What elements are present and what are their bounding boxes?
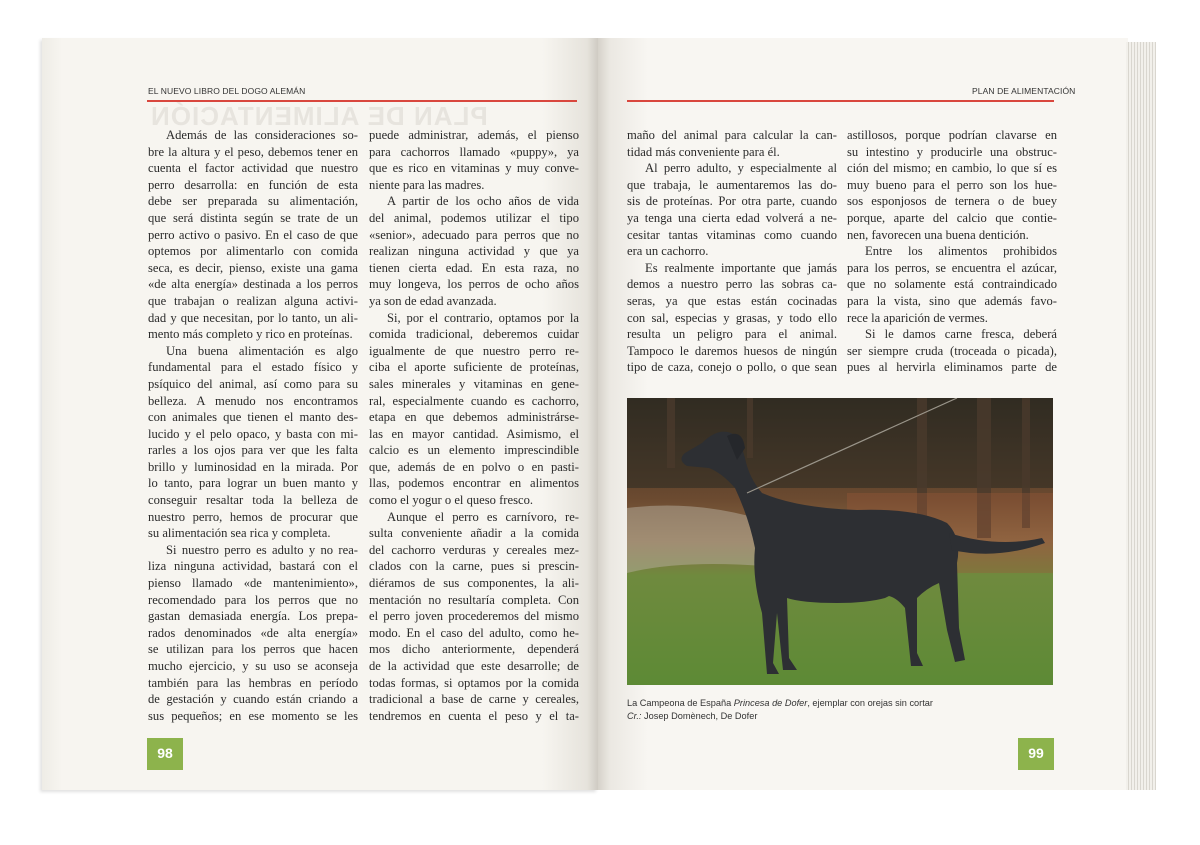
- text-line: Es realmente importante que jamás: [645, 260, 837, 275]
- text-line: niente para las madres.: [369, 177, 485, 192]
- text-line: perro activo o pasivo. En el caso de que: [148, 227, 358, 242]
- text-column: [847, 127, 1057, 376]
- text-line: maño del animal para calcular la can-: [627, 128, 837, 142]
- show-through-text: PLAN DE ALIMENTACIÓN: [150, 101, 488, 131]
- text-line: nen, favorecen una buena dentición.: [847, 227, 1029, 242]
- text-line: lo tanto, para lograr un buen manto y: [148, 476, 358, 491]
- text-column: [369, 127, 579, 724]
- text-line: mucho ejercicio, y su uso se aconseja: [148, 659, 358, 673]
- text-line: ción del mismo; en cambio, lo que sí es: [847, 161, 1057, 176]
- text-line: sos esponjosos de ternera o de buey: [847, 194, 1057, 209]
- text-line: que, además de en polvo o en pasti-: [369, 459, 579, 474]
- text-line: rados denominados «de alta energía»: [148, 625, 358, 640]
- text-line: lucido y el pelo opaco, y basta con mi-: [148, 426, 358, 441]
- text-line: Aunque el perro es carnívoro, re-: [387, 509, 579, 524]
- text-line: se utilizan para los perros que hacen: [148, 642, 358, 657]
- text-line: demos a nuestro perro las sobras ca-: [627, 277, 837, 292]
- text-line: pues al hervirla eliminamos parte de: [847, 360, 1057, 375]
- text-line: tidad más conveniente para él.: [627, 144, 780, 159]
- text-line: que no solamente está contraindicado: [847, 277, 1057, 292]
- text-line: dad y que necesitan, por lo tanto, un ali-: [148, 310, 358, 325]
- text-line: diéramos de sus componentes, la ali-: [369, 576, 579, 591]
- text-line: las en mayor cantidad. Asimismo, el: [369, 426, 579, 441]
- text-line: gastan demasiada energía. Los prepa-: [148, 609, 358, 624]
- text-line: con sal, especias y grasas, y todo ello: [627, 310, 837, 325]
- text-line: debe ser preparada su alimentación,: [148, 194, 358, 209]
- text-line: ya tenga una cierta edad volverá a ne-: [627, 210, 837, 225]
- header-rule-right: [627, 100, 1054, 102]
- text-line: astillosos, porque podrían clavarse en: [847, 128, 1057, 142]
- caption-credit: [627, 710, 933, 723]
- text-line: sulta conveniente añadir a la comida: [369, 526, 579, 541]
- text-line: Tampoco le daremos huesos de ningún: [627, 343, 837, 358]
- text-line: para la vista, sino que además favo-: [847, 293, 1057, 308]
- credit-label: Cr.:: [627, 710, 642, 721]
- text-line: perro desarrolla: en función de esta: [148, 177, 358, 192]
- text-line: «senior», adecuado para perros que no: [369, 227, 579, 242]
- text-line: Además de las consideraciones so-: [166, 128, 358, 142]
- text-line: tendremos en cuenta el peso y el ta-: [369, 708, 579, 723]
- caption-prefix: La Campeona de España: [627, 698, 734, 708]
- credit-name: Josep Domènech, De Dofer: [641, 710, 758, 721]
- text-line: clados con la carne, pues si prescin-: [369, 559, 579, 574]
- text-line: muy bueno para el perro son los hue-: [847, 177, 1057, 192]
- text-line: todas formas, si optamos por la comida: [369, 675, 579, 690]
- running-head-right: PLAN DE ALIMENTACIÓN: [972, 86, 1076, 96]
- text-line: del cachorro verduras y cereales mez-: [369, 542, 579, 557]
- text-line: cesitar tantas vitaminas como cuando: [627, 227, 837, 242]
- caption-dog-name: Princesa de Dofer: [733, 698, 808, 708]
- text-line: brillo y luminosidad en la mirada. Por: [148, 459, 358, 474]
- text-line: que trabaja, le aumentaremos las do-: [627, 177, 837, 192]
- caption-suffix: , ejemplar con orejas sin cortar: [807, 698, 933, 708]
- text-line: comida tradicional, deberemos cuidar: [369, 327, 579, 342]
- text-line: Al perro adulto, y especialmente al: [645, 161, 837, 176]
- great-dane-photo: [627, 398, 1053, 685]
- text-line: Si nuestro perro es adulto y no rea-: [166, 542, 358, 557]
- text-line: sales minerales y vitaminas en gene-: [369, 376, 579, 391]
- text-line: bre la altura y el peso, debemos tener en: [148, 144, 358, 159]
- text-line: cuenta el factor actividad que nuestro: [148, 161, 358, 176]
- text-line: Una buena alimentación es algo: [166, 343, 358, 358]
- text-line: sus pequeños; en ese momento se les: [148, 708, 358, 723]
- text-line: para los perros, se encuentra el azúcar,: [847, 260, 1057, 275]
- text-line: fundamental para el estado físico y: [148, 360, 358, 375]
- photo-caption: [627, 697, 933, 722]
- text-line: ciba el aporte suficiente de proteínas,: [369, 360, 579, 375]
- text-line: recomendado para los perros que no: [148, 592, 358, 607]
- text-line: liza ninguna actividad, bastará con el: [148, 559, 358, 574]
- text-line: «de alta energía» destinada a los perros: [148, 277, 358, 292]
- text-line: tienen cierta edad. En esta raza, no: [369, 260, 579, 275]
- text-line: con animales que tienen el manto des-: [148, 410, 358, 425]
- text-line: Si, por el contrario, optamos por la: [387, 310, 579, 325]
- text-line: belleza. A menudo nos encontramos: [148, 393, 358, 408]
- text-line: de gestación y cuando están criando a: [148, 692, 358, 707]
- text-line: tipo de caza, conejo o pollo, o que sean: [627, 360, 837, 375]
- text-line: que es rico en vitaminas y muy conve-: [369, 161, 579, 176]
- text-line: su intestino y producirle una obstruc-: [847, 144, 1057, 159]
- page-edges: [1126, 42, 1156, 790]
- text-line: llas, podemos encontrar en alimentos: [369, 476, 579, 491]
- text-line: ral, especialmente cuando es cachorro,: [369, 393, 579, 408]
- text-line: mento más completo y rico en proteínas.: [148, 327, 353, 342]
- text-line: era un cachorro.: [627, 244, 709, 259]
- page-number-left: 98: [147, 738, 183, 770]
- text-line: que trabajan o realizan alguna activi-: [148, 293, 358, 308]
- text-line: psíquico del animal, así como para su: [148, 376, 358, 391]
- text-line: resulta un peligro para el animal.: [627, 327, 837, 342]
- text-line: sis de proteínas. Por otra parte, cuando: [627, 194, 837, 209]
- text-line: el perro joven procederemos del mismo: [369, 609, 579, 624]
- text-line: de la actividad que este desarrolle; de: [369, 659, 579, 673]
- text-line: pienso llamado «de mantenimiento»,: [148, 576, 358, 591]
- text-line: rarles a los ojos para ver que les falta: [148, 443, 358, 458]
- text-line: también para las hembras en período: [148, 675, 358, 690]
- text-line: optemos por alimentarlo con comida: [148, 244, 358, 259]
- text-line: A partir de los ocho años de vida: [387, 194, 579, 209]
- text-line: igualmente de que nuestro perro re-: [369, 343, 579, 358]
- text-line: modo. En el caso del adulto, como he-: [369, 625, 579, 640]
- text-line: conseguir resaltar toda la belleza de: [148, 493, 358, 508]
- text-line: tradicional a base de carne y cereales,: [369, 692, 579, 707]
- text-line: porque, aparte del calcio que contie-: [847, 210, 1057, 225]
- text-line: ya son de edad avanzada.: [369, 293, 497, 308]
- text-line: puede administrar, además, el pienso: [369, 128, 579, 142]
- text-line: como el yogur o el queso fresco.: [369, 493, 534, 508]
- caption-line: [627, 697, 933, 710]
- text-line: para cachorros llamado «puppy», ya: [369, 144, 579, 159]
- text-column: [148, 127, 358, 724]
- text-line: ser siempre cruda (troceada o picada),: [847, 343, 1057, 358]
- text-line: del animal, podemos utilizar el tipo: [369, 210, 579, 225]
- text-line: Si le damos carne fresca, deberá: [865, 327, 1057, 342]
- text-line: su alimentación sea rica y completa.: [148, 526, 331, 541]
- text-column: [627, 127, 837, 376]
- text-line: muy longeva, los perros de ocho años: [369, 277, 579, 292]
- text-line: Entre los alimentos prohibidos: [865, 244, 1057, 259]
- text-line: etapa en que debemos administrárse-: [369, 410, 579, 425]
- text-line: calcio es un elemento imprescindible: [369, 443, 579, 458]
- text-line: nuestro perro, hemos de procurar que: [148, 509, 358, 524]
- text-line: seras, ya que estas están cocinadas: [627, 293, 837, 308]
- text-line: realizan ninguna actividad y que ya: [369, 244, 579, 259]
- text-line: que será distinta según se trate de un: [148, 210, 358, 225]
- page-number-right: 99: [1018, 738, 1054, 770]
- text-line: rece la aparición de vermes.: [847, 310, 988, 325]
- text-line: seca, es decir, pienso, existe una gama: [148, 260, 358, 275]
- text-line: mentación no resultaría completa. Con: [369, 592, 579, 607]
- running-head-left: EL NUEVO LIBRO DEL DOGO ALEMÁN: [148, 86, 306, 96]
- text-line: mos dicho anteriormente, dependerá: [369, 642, 579, 657]
